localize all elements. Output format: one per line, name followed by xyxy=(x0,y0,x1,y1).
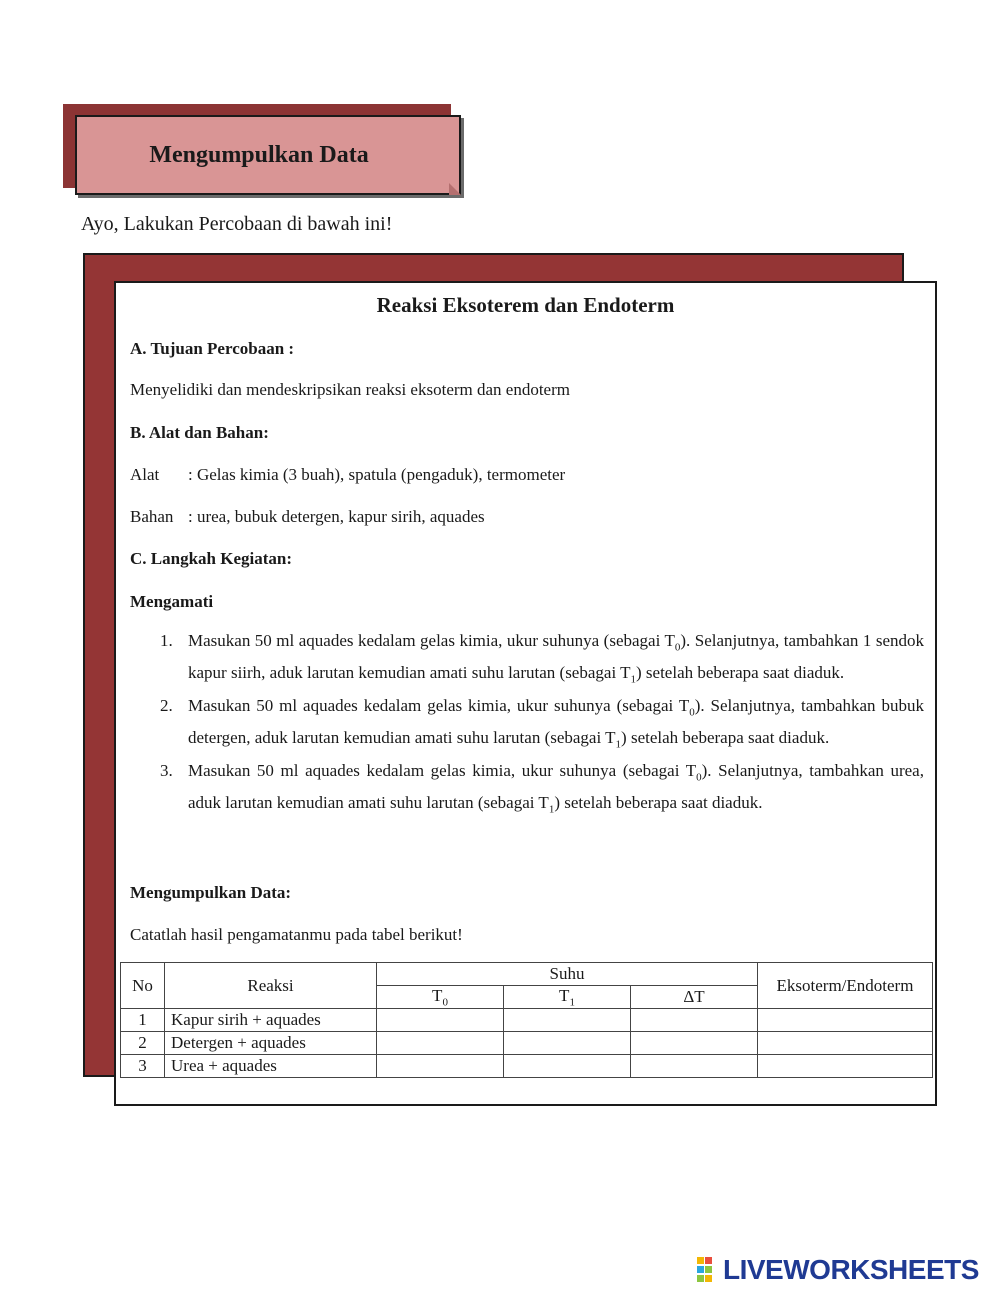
section-banner xyxy=(75,115,461,195)
bahan-value: : urea, bubuk detergen, kapur sirih, aquades xyxy=(188,507,485,526)
t1-cell[interactable] xyxy=(504,1032,631,1055)
section-a-heading: A. Tujuan Percobaan : xyxy=(130,339,295,358)
header-t0: $T_0$ xyxy=(377,986,504,1009)
table-row xyxy=(121,1055,933,1078)
row-no: 3 xyxy=(121,1055,165,1078)
table-row xyxy=(121,1009,933,1032)
delta-t-cell[interactable] xyxy=(631,1055,758,1078)
header-t1: $T_1$ xyxy=(504,986,631,1009)
tujuan-text: Menyelidiki dan mendeskripsikan reaksi eksoterm dan endoterm xyxy=(130,380,570,399)
alat-value: : Gelas kimia (3 buah), spatula (pengaduk), termometer xyxy=(188,465,566,484)
bahan-line xyxy=(130,507,485,527)
experiment-card xyxy=(114,281,937,1106)
row-no: 2 xyxy=(121,1032,165,1055)
mengamati-heading: Mengamati xyxy=(130,592,214,611)
ekso-endo-cell[interactable] xyxy=(758,1009,933,1032)
row-no: 1 xyxy=(121,1009,165,1032)
header-reaksi: Reaksi xyxy=(165,963,377,1009)
step-item: 3. Masukan 50 ml aquades kedalam gelas kimia, ukur suhunya (sebagai $T_0$). Selanjutnya, tambahkan urea, aduk larutan kemudian amati suhu larutan (sebagai $T_1$) setelah beberapa saat diaduk. xyxy=(160,760,924,816)
ekso-endo-cell[interactable] xyxy=(758,1032,933,1055)
step-item: 1. Masukan 50 ml aquades kedalam gelas kimia, ukur suhunya (sebagai $T_0$). Selanjutnya, tambahkan 1 sendok kapur siirh, aduk larutan kemudian amati suhu larutan (sebagai $T_1$) setelah beberapa saat diaduk. xyxy=(160,631,924,686)
table-row xyxy=(121,1032,933,1055)
section-c-heading: C. Langkah Kegiatan: xyxy=(130,549,292,568)
catatlah-text: Catatlah hasil pengamatanmu pada tabel berikut! xyxy=(130,925,463,944)
card-title: Reaksi Eksoterem dan Endoterm xyxy=(376,293,675,317)
blocks-icon xyxy=(697,1257,721,1283)
mengumpulkan-heading: Mengumpulkan Data: xyxy=(130,883,292,902)
observation-table xyxy=(120,962,933,1078)
intro-text: Ayo, Lakukan Percobaan di bawah ini! xyxy=(81,213,393,235)
t1-cell[interactable] xyxy=(504,1055,631,1078)
header-delta-t: ΔT xyxy=(631,986,758,1009)
bahan-label: Bahan xyxy=(130,507,174,526)
row-reaksi: Kapur sirih + aquades xyxy=(165,1009,377,1032)
t0-cell[interactable] xyxy=(377,1055,504,1078)
steps-list xyxy=(130,628,924,822)
banner-fold xyxy=(449,183,461,195)
ekso-endo-cell[interactable] xyxy=(758,1055,933,1078)
alat-line xyxy=(130,465,565,485)
t0-cell[interactable] xyxy=(377,1032,504,1055)
brand-text: LIVEWORKSHEETS xyxy=(723,1254,979,1285)
banner-title: Mengumpulkan Data xyxy=(149,141,369,168)
header-suhu: Suhu xyxy=(377,963,758,986)
row-reaksi: Urea + aquades xyxy=(165,1055,377,1078)
row-reaksi: Detergen + aquades xyxy=(165,1032,377,1055)
delta-t-cell[interactable] xyxy=(631,1009,758,1032)
header-ekso-endo: Eksoterm/Endoterm xyxy=(758,963,933,1009)
section-b-heading: B. Alat dan Bahan: xyxy=(130,423,269,442)
delta-t-cell[interactable] xyxy=(631,1032,758,1055)
liveworksheets-logo xyxy=(697,1255,979,1285)
alat-label: Alat xyxy=(130,465,160,484)
header-no: No xyxy=(121,963,165,1009)
t0-cell[interactable] xyxy=(377,1009,504,1032)
t1-cell[interactable] xyxy=(504,1009,631,1032)
step-item: 2. Masukan 50 ml aquades kedalam gelas kimia, ukur suhunya (sebagai $T_0$). Selanjutnya, tambahkan bubuk detergen, aduk larutan kemudian amati suhu larutan (sebagai $T_1$) setelah beberapa saat diaduk. xyxy=(160,695,924,751)
